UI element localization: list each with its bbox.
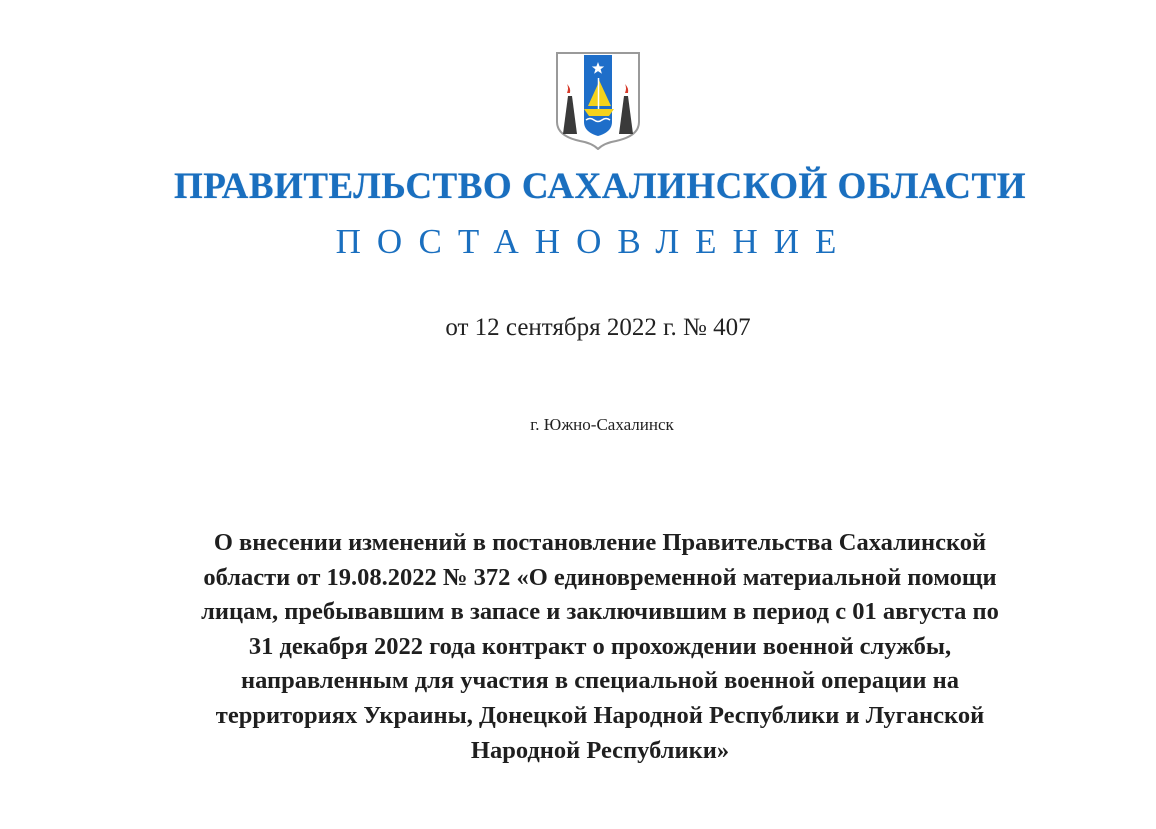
document-subject	[100, 526, 1100, 768]
subject-line: территориях Украины, Донецкой Народной Республики и Луганской	[215, 701, 985, 729]
government-title: ПРАВИТЕЛЬСТВО САХАЛИНСКОЙ ОБЛАСТИ	[174, 166, 1026, 207]
subject-line: лицам, пребывавшим в запасе и заключившим в период с 01 августа по	[201, 598, 999, 626]
subject-line: 31 декабря 2022 года контракт о прохождении военной службы,	[248, 632, 952, 660]
subject-line: области от 19.08.2022 № 372 «О единовременной материальной помощи	[203, 563, 997, 591]
ship-hull-icon	[584, 109, 614, 116]
document-city: г. Южно-Сахалинск	[530, 415, 674, 434]
document-date-number: от 12 сентября 2022 г. № 407	[445, 314, 751, 341]
document-type-title: ПОСТАНОВЛЕНИЕ	[335, 222, 853, 261]
subject-line: Народной Республики»	[470, 736, 730, 764]
subject-line: направленным для участия в специальной военной операции на	[240, 667, 960, 695]
subject-line: О внесении изменений в постановление Правительства Сахалинской	[213, 529, 987, 556]
coat-of-arms-icon	[554, 50, 642, 150]
